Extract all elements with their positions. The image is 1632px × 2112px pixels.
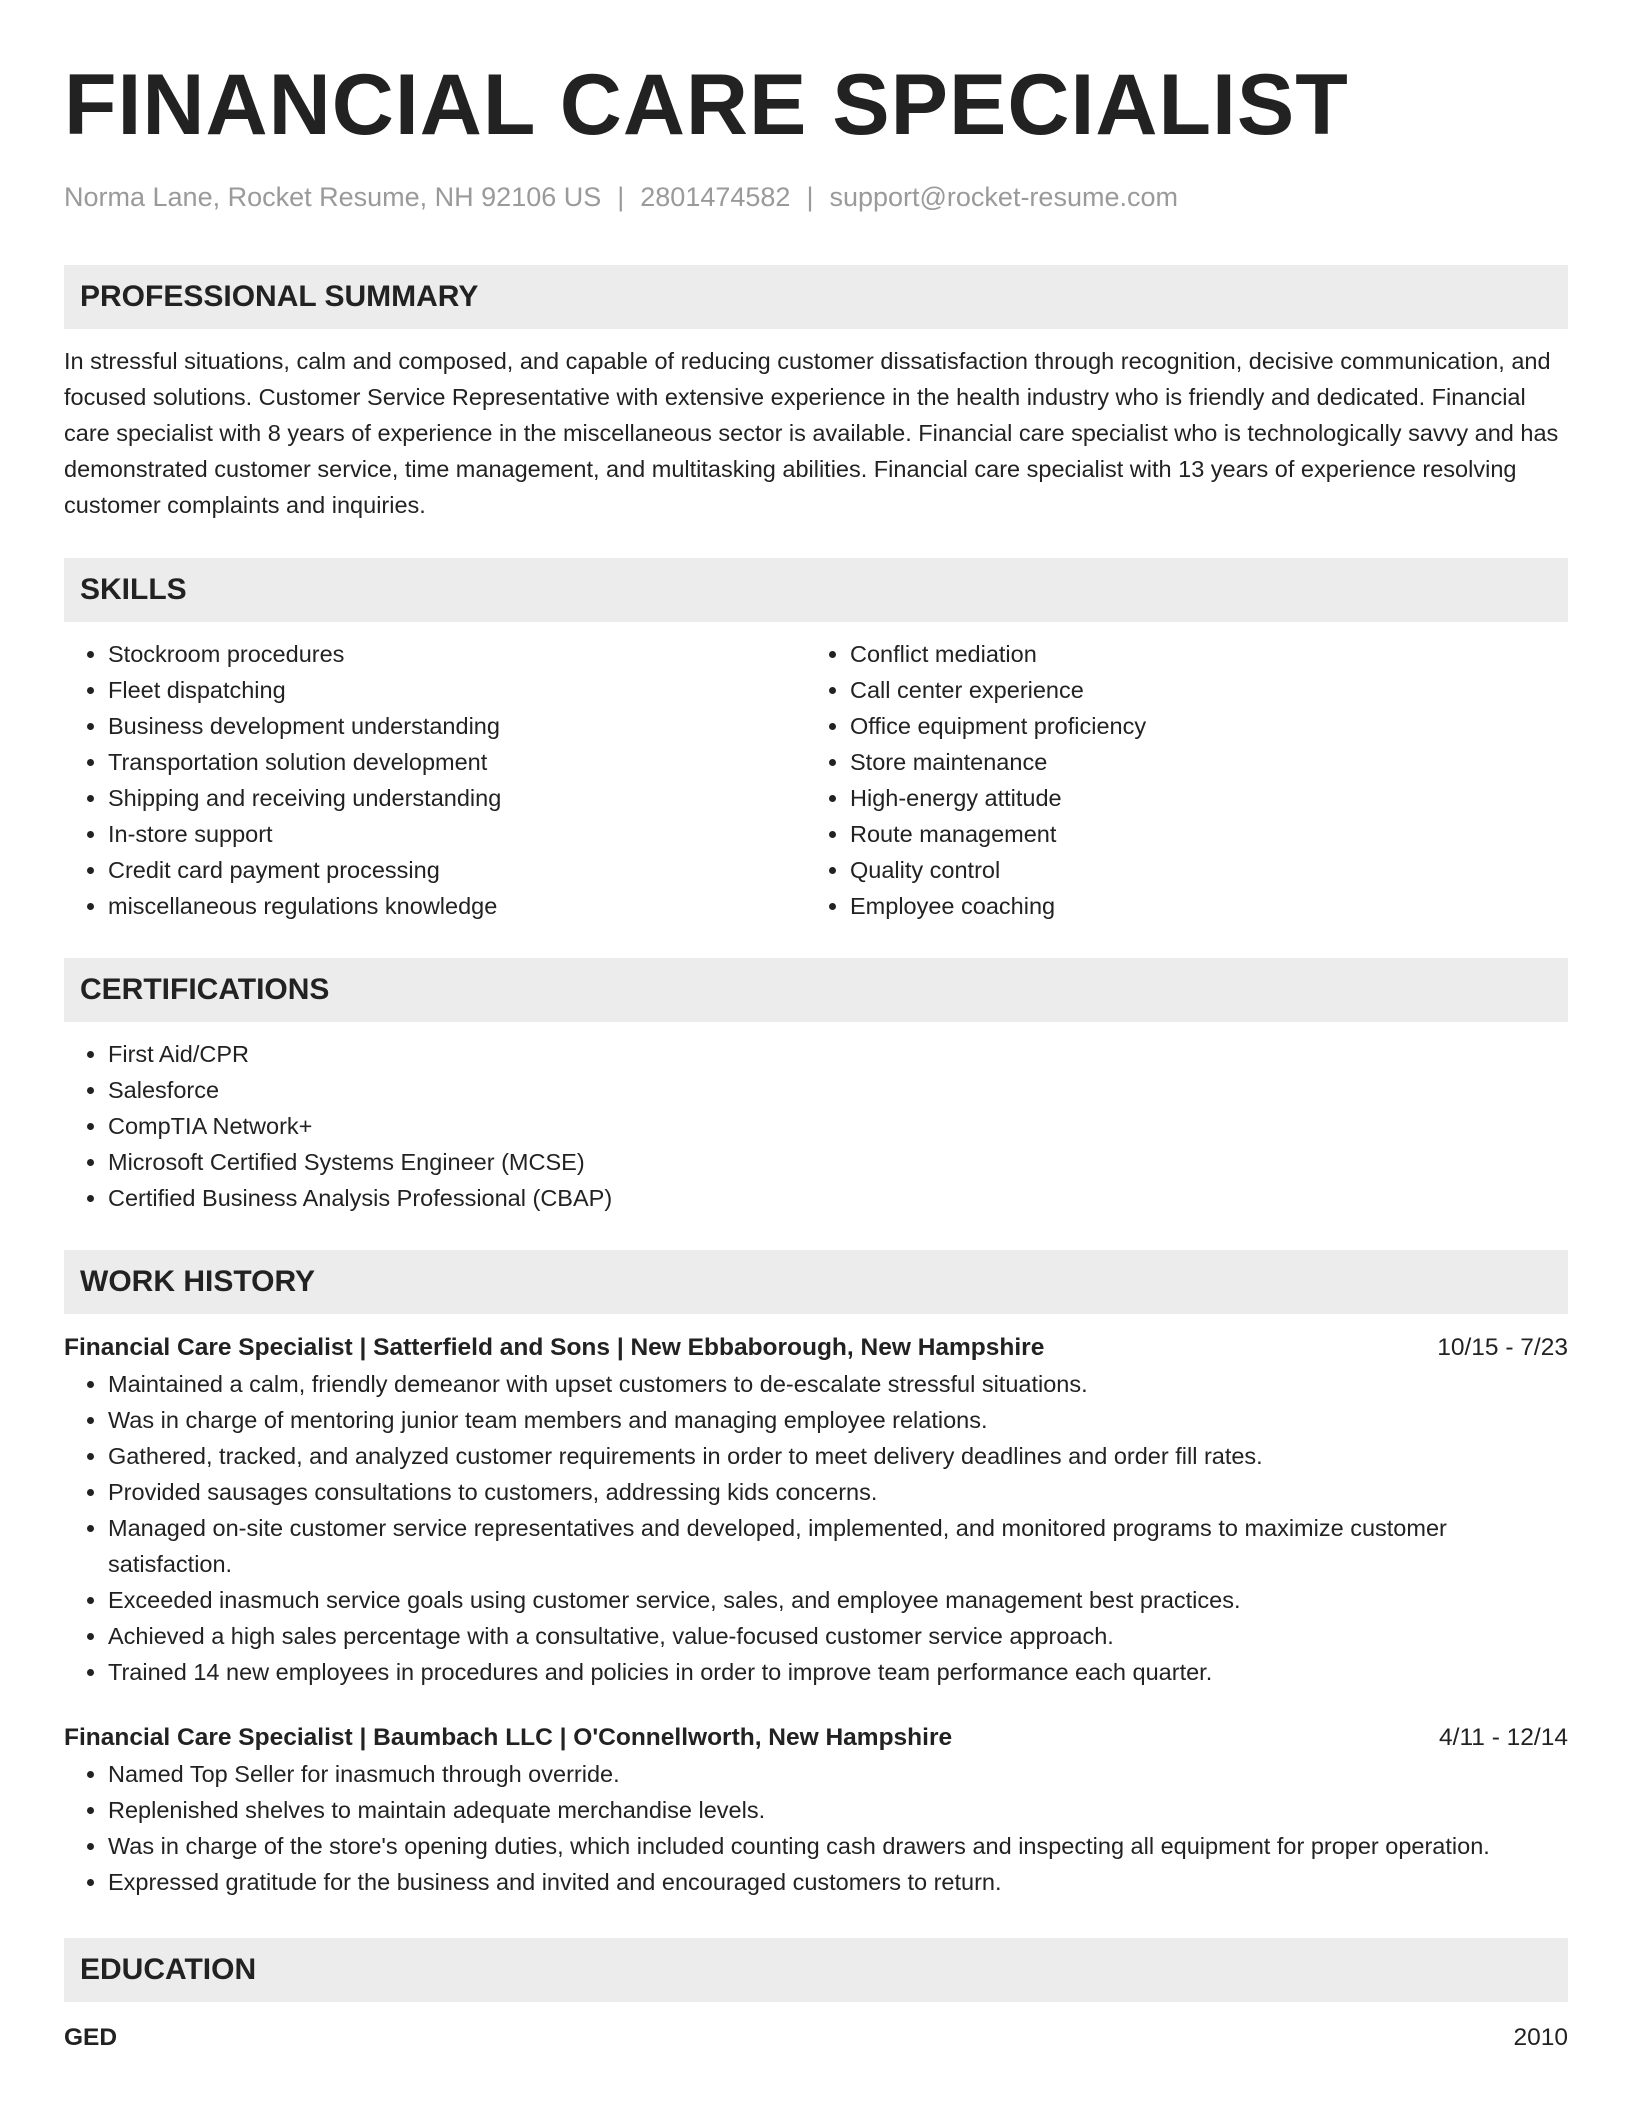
- job-title: Financial Care Specialist | Satterfield and Sons | New Ebbaborough, New Hampshire: [64, 1334, 1045, 1361]
- skills-column-left: [64, 636, 806, 924]
- certification-item: • Microsoft Certified Systems Engineer (MCSE): [108, 1144, 1568, 1180]
- skill-item: • Credit card payment processing: [108, 852, 806, 888]
- job-bullet: • Replenished shelves to maintain adequate merchandise levels.: [108, 1792, 1568, 1828]
- skills-columns: [64, 636, 1568, 924]
- section-heading-skills: SKILLS: [64, 558, 1568, 622]
- skill-item: • Stockroom procedures: [108, 636, 806, 672]
- skill-item: • High-energy attitude: [850, 780, 1548, 816]
- contact-line: [64, 182, 1568, 213]
- job-bullet-list: [64, 1756, 1568, 1900]
- contact-phone: 2801474582: [640, 182, 791, 212]
- section-heading-education: EDUCATION: [64, 1938, 1568, 2002]
- education-degree: GED: [64, 2024, 118, 2051]
- section-heading-work-history: WORK HISTORY: [64, 1250, 1568, 1314]
- job-bullet: • Was in charge of mentoring junior team members and managing employee relations.: [108, 1402, 1568, 1438]
- job-header: [64, 1330, 1568, 1366]
- section-heading-certifications: CERTIFICATIONS: [64, 958, 1568, 1022]
- job-bullet: • Managed on-site customer service representatives and developed, implemented, and monitored programs to maximize customer satisfaction.: [108, 1510, 1568, 1582]
- certification-item: • First Aid/CPR: [108, 1036, 1568, 1072]
- section-heading-summary: PROFESSIONAL SUMMARY: [64, 265, 1568, 329]
- job-dates: 10/15 - 7/23: [1437, 1334, 1568, 1361]
- summary-paragraph: In stressful situations, calm and composed, and capable of reducing customer dissatisfaction through recognition, decisive communication, and focused solutions. Customer Service Representative with extensive experience in the health industry who is friendly and dedicated. Financial care specialist with 8 years of experience in the miscellaneous sector is available. Financial care specialist who is technologically savvy and has demonstrated customer service, time management, and multitasking abilities. Financial care specialist with 13 years of experience resolving customer complaints and inquiries.: [64, 348, 1559, 518]
- job-bullet: • Was in charge of the store's opening duties, which included counting cash drawers and inspecting all equipment for proper operation.: [108, 1828, 1568, 1864]
- resume-name-title: FINANCIAL CARE SPECIALIST: [64, 57, 1349, 153]
- job-bullet: • Named Top Seller for inasmuch through override.: [108, 1756, 1568, 1792]
- skill-item: • Employee coaching: [850, 888, 1548, 924]
- skills-list-right: [806, 636, 1548, 924]
- job-bullet: • Achieved a high sales percentage with a consultative, value-focused customer service approach.: [108, 1618, 1568, 1654]
- skill-item: • Store maintenance: [850, 744, 1548, 780]
- certifications-list: [64, 1036, 1568, 1216]
- contact-email: support@rocket-resume.com: [829, 182, 1178, 212]
- skill-item: • miscellaneous regulations knowledge: [108, 888, 806, 924]
- education-year: 2010: [1513, 2024, 1568, 2051]
- job-title: Financial Care Specialist | Baumbach LLC | O'Connellworth, New Hampshire: [64, 1724, 953, 1751]
- job-header: [64, 1720, 1568, 1756]
- job-bullet: • Maintained a calm, friendly demeanor with upset customers to de-escalate stressful situations.: [108, 1366, 1568, 1402]
- job-dates: 4/11 - 12/14: [1439, 1724, 1568, 1751]
- certification-item: • Salesforce: [108, 1072, 1568, 1108]
- job-bullet: • Trained 14 new employees in procedures and policies in order to improve team performance each quarter.: [108, 1654, 1568, 1690]
- skill-item: • In-store support: [108, 816, 806, 852]
- skill-item: • Quality control: [850, 852, 1548, 888]
- skill-item: • Route management: [850, 816, 1548, 852]
- job-bullet: • Provided sausages consultations to customers, addressing kids concerns.: [108, 1474, 1568, 1510]
- certification-item: • CompTIA Network+: [108, 1108, 1568, 1144]
- job-bullet: • Exceeded inasmuch service goals using customer service, sales, and employee management best practices.: [108, 1582, 1568, 1618]
- skill-item: • Business development understanding: [108, 708, 806, 744]
- skill-item: • Office equipment proficiency: [850, 708, 1548, 744]
- skill-item: • Shipping and receiving understanding: [108, 780, 806, 816]
- job-entry: [64, 1330, 1568, 1690]
- skill-item: • Call center experience: [850, 672, 1548, 708]
- skills-list-left: [64, 636, 806, 924]
- job-bullet: • Gathered, tracked, and analyzed customer requirements in order to meet delivery deadlines and order fill rates.: [108, 1438, 1568, 1474]
- education-entry: [64, 2020, 1568, 2056]
- contact-separator: |: [806, 182, 814, 212]
- contact-separator: |: [617, 182, 625, 212]
- skills-column-right: [806, 636, 1548, 924]
- skill-item: • Fleet dispatching: [108, 672, 806, 708]
- job-bullet: • Expressed gratitude for the business and invited and encouraged customers to return.: [108, 1864, 1568, 1900]
- job-bullet-list: [64, 1366, 1568, 1690]
- skill-item: • Transportation solution development: [108, 744, 806, 780]
- contact-address: Norma Lane, Rocket Resume, NH 92106 US: [64, 182, 602, 212]
- skill-item: • Conflict mediation: [850, 636, 1548, 672]
- certification-item: • Certified Business Analysis Professional (CBAP): [108, 1180, 1568, 1216]
- job-entry: [64, 1720, 1568, 1900]
